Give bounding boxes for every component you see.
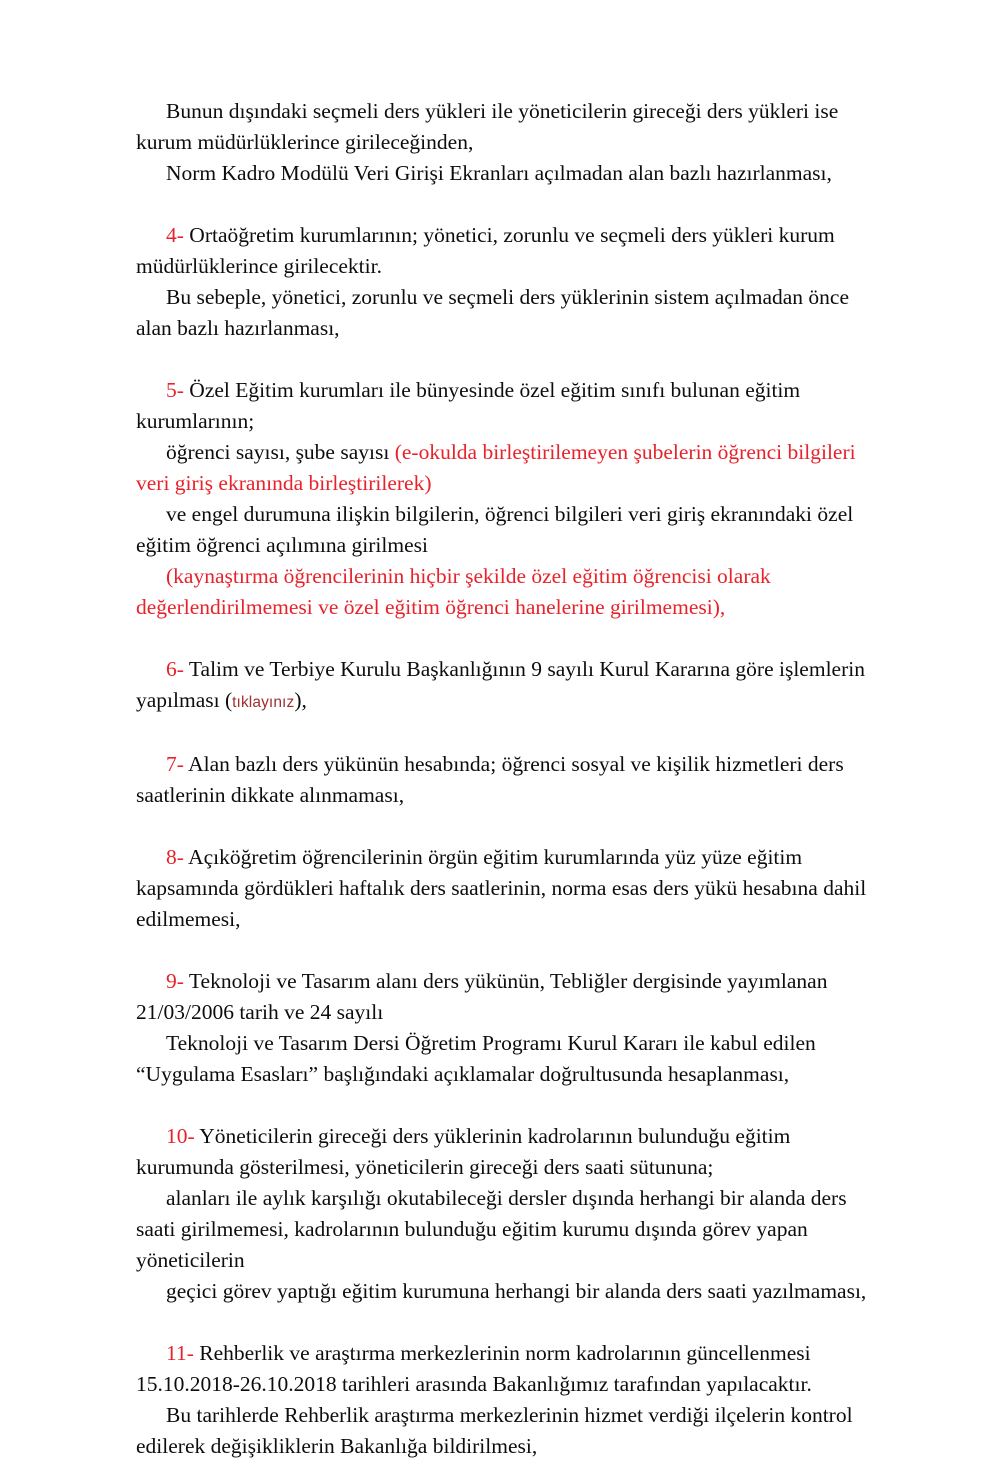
clause-number: 11- [166,1341,194,1365]
clause-text: Açıköğretim öğrencilerinin örgün eğitim kurumlarında yüz yüze eğitim kapsamında gördükleri haftalık ders saatlerinin, norma esas ders yükü hesabına dahil edilmemesi, [136,845,867,931]
document-body [136,96,881,1462]
clause-number: 4- [166,223,184,247]
clause-text: Bu sebeple, yönetici, zorunlu ve seçmeli ders yüklerinin sistem açılmadan önce alan bazlı hazırlanması, [136,285,850,340]
clause-text-emphasis: (e-okulda birleştirilemeyen şubelerin öğrenci bilgileri veri giriş ekranında birleştirilerek) [136,440,856,495]
clause-5-inclusion-note [136,561,881,623]
clause-text: ), [294,688,307,712]
paragraph-intro-1 [136,96,881,158]
clause-4 [136,220,881,282]
clause-7 [136,749,881,811]
clause-number: 10- [166,1124,195,1148]
clause-8 [136,842,881,935]
clause-9-followup [136,1028,881,1090]
paragraph-text: Norm Kadro Modülü Veri Girişi Ekranları açılmadan alan bazlı hazırlanması, [166,161,832,185]
clause-text: Teknoloji ve Tasarım alanı ders yükünün, Tebliğler dergisinde yayımlanan 21/03/2006 tarih ve 24 sayılı [136,969,828,1024]
clause-5-student-counts [136,437,881,499]
clause-number: 9- [166,969,184,993]
clause-number: 7- [166,752,184,776]
clause-5-disability-info [136,499,881,561]
clause-5 [136,375,881,437]
clause-text: geçici görev yaptığı eğitim kurumuna herhangi bir alanda ders saati yazılmaması, [166,1279,867,1303]
clause-10-b [136,1183,881,1276]
clause-text: Teknoloji ve Tasarım Dersi Öğretim Programı Kurul Kararı ile kabul edilen “Uygulama Esasları” başlığındaki açıklamalar doğrultusunda hesaplanması, [136,1031,816,1086]
clause-number: 6- [166,657,184,681]
clause-text-emphasis: (kaynaştırma öğrencilerinin hiçbir şekilde özel eğitim öğrencisi olarak değerlendirilmemesi ve özel eğitim öğrenci hanelerine girilmemesi), [136,564,771,619]
clause-text: Bu tarihlerde Rehberlik araştırma merkezlerinin hizmet verdiği ilçelerin kontrol edilerek değişikliklerin Bakanlığa bildirilmesi, [136,1403,853,1458]
paragraph-intro-2 [136,158,881,189]
clause-9 [136,966,881,1028]
clause-text: Yöneticilerin gireceği ders yüklerinin kadrolarının bulunduğu eğitim kurumunda gösterilmesi, yöneticilerin gireceği ders saati sütununa; [136,1124,791,1179]
clause-text: ve engel durumuna ilişkin bilgilerin, öğrenci bilgileri veri giriş ekranındaki özel eğitim öğrenci açılımına girilmesi [136,502,854,557]
clause-text: Talim ve Terbiye Kurulu Başkanlığının 9 sayılı Kurul Kararına göre işlemlerin yapılması ( [136,657,865,712]
clause-text: Ortaöğretim kurumlarının; yönetici, zorunlu ve seçmeli ders yükleri kurum müdürlüklerince girilecektir. [136,223,835,278]
clause-11 [136,1338,881,1400]
clause-text: alanları ile aylık karşılığı okutabileceği dersler dışında herhangi bir alanda ders saati girilmemesi, kadrolarının bulunduğu eğitim kurumu dışında görev yapan yöneticilerin [136,1186,847,1272]
clause-text: Rehberlik ve araştırma merkezlerinin norm kadrolarının güncellenmesi 15.10.2018-26.10.2018 tarihleri arasında Bakanlığımız tarafından yapılacaktır. [136,1341,812,1396]
clause-text: öğrenci sayısı, şube sayısı [166,440,395,464]
clause-number: 8- [166,845,184,869]
clause-11-followup [136,1400,881,1462]
clause-10 [136,1121,881,1183]
paragraph-text: Bunun dışındaki seçmeli ders yükleri ile yöneticilerin gireceği ders yükleri ise kurum müdürlüklerince girileceğinden, [136,99,839,154]
clause-4-followup [136,282,881,344]
clause-10-c [136,1276,881,1307]
tiklayiniz-link[interactable]: tıklayınız [232,694,295,711]
clause-text: Özel Eğitim kurumları ile bünyesinde özel eğitim sınıfı bulunan eğitim kurumlarının; [136,378,801,433]
clause-number: 5- [166,378,184,402]
clause-text: Alan bazlı ders yükünün hesabında; öğrenci sosyal ve kişilik hizmetleri ders saatlerinin dikkate alınmaması, [136,752,844,807]
clause-6 [136,654,881,718]
